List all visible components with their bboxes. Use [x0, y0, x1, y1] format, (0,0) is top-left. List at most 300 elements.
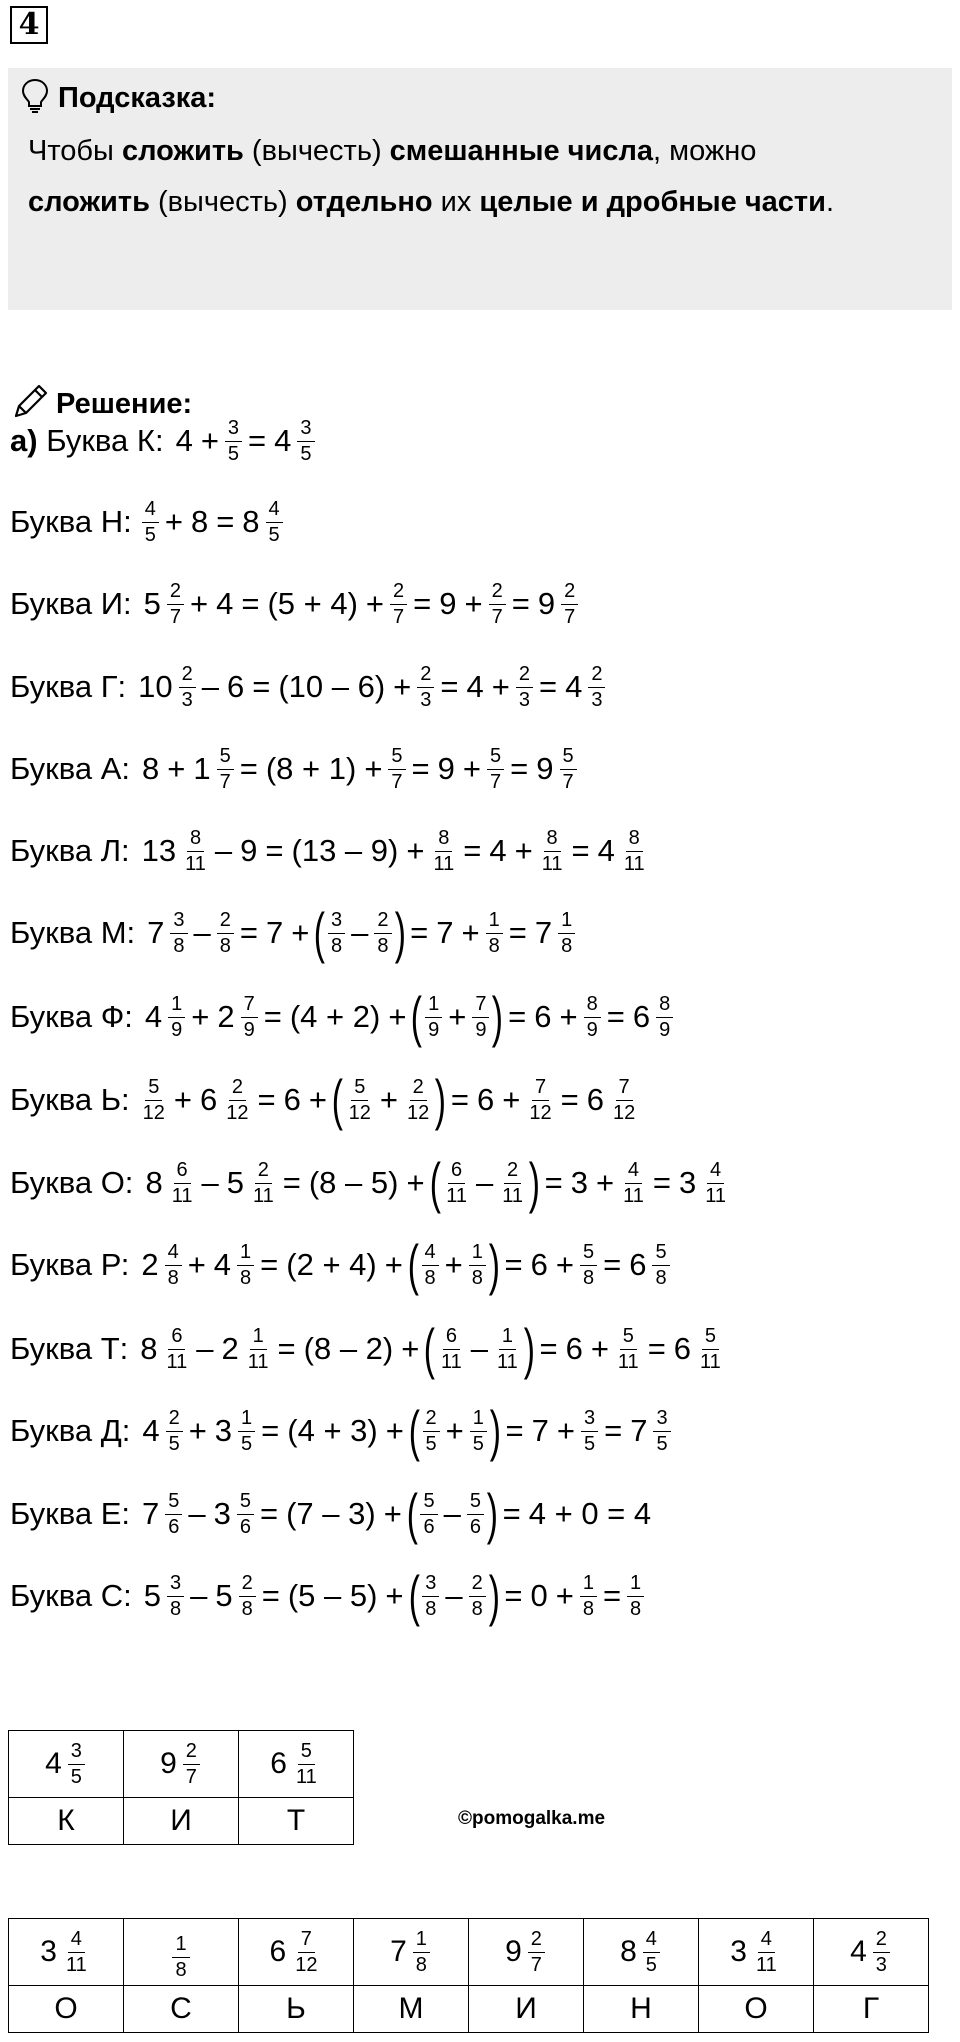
letter-label: Буква Е:	[10, 1496, 130, 1531]
parenthesis: (	[408, 1399, 420, 1462]
expr-token: –	[443, 1496, 461, 1531]
numerator: 4	[643, 1929, 660, 1953]
numerator: 5	[298, 1741, 315, 1765]
expression	[137, 1233, 671, 1296]
row-label	[10, 669, 126, 705]
expr-token: 1	[193, 751, 211, 786]
parenthesis: )	[492, 985, 504, 1048]
mixed-number	[270, 1741, 321, 1788]
fraction	[245, 1326, 272, 1373]
expr-token: 9	[240, 833, 258, 868]
row-label	[10, 1331, 128, 1367]
expr-token: =	[504, 1247, 523, 1282]
table-value-cell	[469, 1919, 584, 1986]
denominator: 5	[168, 1432, 180, 1455]
numerator: 5	[487, 746, 504, 770]
expression	[138, 746, 579, 793]
expr-token: +	[448, 999, 467, 1034]
fraction	[580, 1242, 597, 1289]
expr-token: –	[190, 1578, 208, 1613]
hint-header	[20, 76, 940, 120]
denominator: 11	[623, 1184, 644, 1207]
expr-token: =	[502, 1496, 521, 1531]
row-label	[10, 1413, 130, 1449]
expr-token: =	[252, 669, 271, 704]
expr-token: 7	[534, 915, 553, 950]
expr-token: +	[444, 1247, 463, 1282]
whole-part: 4	[850, 1935, 867, 1968]
expr-token: +	[555, 1578, 574, 1613]
hint-text-part: (вычесть)	[243, 135, 390, 167]
fraction	[182, 828, 209, 875]
expr-token: =	[411, 751, 430, 786]
denominator: 9	[428, 1018, 440, 1041]
expr-token: 4	[213, 1247, 232, 1282]
expression	[138, 1482, 655, 1545]
denominator: 11	[171, 1184, 193, 1207]
table-letter-cell: И	[469, 1986, 584, 2033]
fraction	[413, 1929, 430, 1976]
expr-token: –	[201, 1165, 219, 1200]
hint-line-1	[28, 126, 940, 177]
expr-token: 7	[147, 915, 165, 950]
expr-token: –	[445, 1578, 463, 1613]
numerator: 2	[528, 1929, 545, 1953]
expr-token: =	[560, 1082, 579, 1117]
table-letter-cell: И	[124, 1798, 239, 1845]
parenthesis: (	[406, 1482, 418, 1545]
denominator: 8	[583, 1266, 595, 1289]
expr-token: 4	[597, 833, 615, 868]
denominator: 8	[471, 1266, 483, 1289]
numerator: 1	[627, 1573, 644, 1597]
denominator: 12	[142, 1101, 165, 1124]
fraction	[172, 1934, 189, 1981]
fraction	[610, 1077, 638, 1124]
hint-text	[20, 126, 940, 228]
expr-token: +	[514, 833, 533, 868]
denominator: 11	[433, 852, 455, 875]
numerator: 7	[241, 994, 258, 1018]
fraction	[580, 1573, 597, 1620]
fraction	[652, 1242, 669, 1289]
numerator: 4	[707, 1160, 724, 1184]
table-value-cell	[9, 1731, 124, 1798]
fraction	[487, 746, 504, 793]
fraction	[183, 1741, 200, 1788]
mixed-number	[270, 1929, 323, 1976]
numerator: 5	[467, 1491, 484, 1515]
hint-bold-text: целые и дробные части	[479, 186, 826, 218]
expr-token: +	[445, 1413, 464, 1448]
expr-token: 6	[226, 669, 245, 704]
fraction	[390, 581, 407, 628]
numerator: 2	[217, 910, 234, 934]
expr-token: 5	[215, 1578, 233, 1613]
mixed-number	[730, 1929, 781, 1976]
parenthesis: )	[523, 1317, 535, 1380]
denominator: 6	[239, 1515, 251, 1538]
expr-token: 4	[142, 1413, 160, 1448]
expr-token: 6	[283, 1082, 301, 1117]
numerator: 5	[420, 1491, 437, 1515]
expr-token: +	[291, 915, 310, 950]
fraction	[653, 1408, 670, 1455]
expr-token: 8	[145, 1165, 163, 1200]
numerator: 2	[239, 1573, 256, 1597]
row-label	[10, 1578, 132, 1614]
numerator: 1	[425, 994, 442, 1018]
denominator: 5	[227, 442, 240, 465]
fraction	[266, 499, 283, 546]
denominator: 11	[617, 1350, 639, 1373]
expr-token: +	[384, 1247, 403, 1282]
row-label	[10, 504, 132, 540]
expr-token: +	[502, 1082, 521, 1117]
numerator: 5	[702, 1326, 719, 1350]
expr-token: +	[596, 1165, 615, 1200]
expr-token: –	[351, 915, 369, 950]
expression	[138, 1068, 641, 1131]
denominator: 8	[471, 1597, 483, 1620]
fraction	[169, 1160, 196, 1207]
expr-token: 8	[140, 1331, 158, 1366]
expr-token: 6	[565, 1331, 583, 1366]
numerator: 8	[187, 828, 204, 852]
mixed-number	[850, 1929, 892, 1976]
fraction	[469, 1573, 486, 1620]
mixed-number	[40, 1929, 91, 1976]
expr-token: +	[559, 999, 578, 1034]
numerator: 3	[68, 1741, 85, 1765]
expr-token: =	[216, 504, 235, 539]
equation-row	[10, 569, 580, 639]
table-letter-cell: М	[354, 1986, 469, 2033]
row-label	[10, 423, 164, 459]
denominator: 7	[185, 1765, 197, 1788]
mixed-number	[390, 1929, 432, 1976]
numerator: 2	[179, 664, 196, 688]
numerator: 1	[469, 1242, 486, 1266]
fraction	[621, 828, 648, 875]
denominator: 12	[295, 1953, 318, 1976]
denominator: 6	[423, 1515, 435, 1538]
whole-part: 3	[40, 1935, 57, 1968]
expr-token: =	[652, 1165, 671, 1200]
numerator: 3	[225, 418, 242, 442]
fraction	[63, 1929, 90, 1976]
numerator: 2	[410, 1077, 427, 1101]
numerator: 8	[544, 828, 561, 852]
expr-token: +	[308, 1082, 327, 1117]
fraction	[697, 1326, 724, 1373]
numerator: 1	[237, 1242, 254, 1266]
table-value-cell	[814, 1919, 929, 1986]
table-letter-cell: Н	[584, 1986, 699, 2033]
numerator: 8	[584, 994, 601, 1018]
denominator: 5	[268, 523, 280, 546]
numerator: 2	[469, 1573, 486, 1597]
fraction	[423, 1408, 440, 1455]
expr-token: 10	[138, 669, 173, 704]
fraction	[702, 1160, 729, 1207]
letter-label: Буква К:	[37, 423, 164, 458]
fraction	[293, 1741, 320, 1788]
denominator: 3	[420, 688, 432, 711]
numerator: 2	[166, 1408, 183, 1432]
fraction	[346, 1077, 374, 1124]
row-label	[10, 833, 130, 869]
fraction	[494, 1326, 521, 1373]
numerator: 6	[448, 1160, 465, 1184]
expr-token: 6	[534, 999, 552, 1034]
expr-token: (13 – 9)	[291, 833, 399, 868]
expr-token: 8	[190, 504, 209, 539]
row-label	[10, 1082, 130, 1118]
numerator: 2	[516, 664, 533, 688]
denominator: 5	[70, 1765, 82, 1788]
expr-token: +	[187, 1247, 206, 1282]
expr-token: +	[385, 1578, 404, 1613]
fraction	[489, 581, 506, 628]
table-value-cell	[124, 1919, 239, 1986]
letter-label: Буква И:	[10, 586, 132, 621]
lightbulb-icon	[20, 78, 50, 119]
fraction	[166, 1408, 183, 1455]
equation-row	[10, 898, 577, 968]
expr-token: +	[464, 586, 483, 621]
expression	[140, 581, 581, 628]
whole-part: 9	[505, 1935, 522, 1968]
expr-token: 4	[216, 586, 234, 621]
expr-token: =	[239, 751, 258, 786]
expr-token: 2	[141, 1247, 159, 1282]
table-value-cell	[239, 1731, 354, 1798]
denominator: 11	[541, 852, 563, 875]
parenthesis: )	[489, 1399, 501, 1462]
expr-token: +	[383, 1496, 402, 1531]
table-value-cell	[584, 1919, 699, 1986]
expr-token: 2	[217, 999, 235, 1034]
fraction	[250, 1160, 277, 1207]
expression	[134, 664, 607, 711]
whole-part: 6	[270, 1747, 287, 1780]
expr-token: =	[505, 1413, 524, 1448]
problem-number: 4	[10, 6, 48, 44]
denominator: 11	[502, 1184, 523, 1207]
expr-token: 4 + 0 = 4	[528, 1496, 652, 1531]
denominator: 8	[630, 1597, 642, 1620]
numerator: 1	[470, 1408, 487, 1432]
expr-token: =	[508, 915, 527, 950]
fraction	[422, 1242, 439, 1289]
expr-token: 8	[242, 504, 260, 539]
numerator: 7	[616, 1077, 633, 1101]
fraction	[558, 910, 575, 957]
numerator: 3	[581, 1408, 598, 1432]
denominator: 7	[393, 605, 405, 628]
numerator: 2	[504, 1160, 521, 1184]
expr-token: (8 – 5)	[308, 1165, 399, 1200]
expr-token: (8 + 1)	[265, 751, 357, 786]
expr-token: (8 – 2)	[303, 1331, 394, 1366]
parenthesis: )	[528, 1151, 540, 1214]
expr-token: +	[462, 751, 482, 786]
expr-token: 3	[678, 1165, 697, 1200]
table-letter-cell: Г	[814, 1986, 929, 2033]
numerator: 5	[217, 746, 234, 770]
letter-label: Буква Ф:	[10, 999, 133, 1034]
denominator: 8	[331, 934, 343, 957]
expr-token: +	[555, 1247, 574, 1282]
fraction	[656, 994, 673, 1041]
expr-token: 6	[673, 1331, 692, 1366]
fraction	[615, 1326, 642, 1373]
numerator: 5	[620, 1326, 637, 1350]
denominator: 5	[584, 1432, 596, 1455]
expr-token: 6	[477, 1082, 495, 1117]
fraction	[417, 664, 434, 711]
fraction	[516, 664, 533, 711]
part-marker: а)	[10, 423, 38, 458]
numerator: 1	[238, 1408, 255, 1432]
table-value-cell	[354, 1919, 469, 1986]
denominator: 8	[655, 1266, 667, 1289]
numerator: 6	[168, 1326, 185, 1350]
fraction	[217, 746, 234, 793]
expr-token: +	[189, 586, 209, 621]
denominator: 11	[166, 1350, 188, 1373]
expression	[138, 828, 650, 875]
expr-token: –	[188, 1496, 206, 1531]
numerator: 5	[580, 1242, 597, 1266]
denominator: 8	[169, 1597, 182, 1620]
table-letter-cell: О	[699, 1986, 814, 2033]
fraction	[588, 664, 605, 711]
numerator: 3	[297, 418, 314, 442]
fraction	[539, 828, 566, 875]
expr-token: =	[544, 1165, 563, 1200]
expression	[136, 1317, 726, 1380]
expression	[140, 499, 285, 546]
denominator: 11	[705, 1184, 726, 1207]
letter-label: Буква О:	[10, 1165, 134, 1200]
fraction	[388, 746, 405, 793]
table-letter-cell: Ь	[239, 1986, 354, 2033]
expr-token: –	[201, 669, 219, 704]
fraction	[179, 664, 196, 711]
expression	[172, 418, 317, 465]
fraction	[469, 1242, 486, 1289]
table-letter-cell: О	[9, 1986, 124, 2033]
equation-row	[10, 1314, 726, 1384]
fraction	[443, 1160, 470, 1207]
table-letter-cell: С	[124, 1986, 239, 2033]
denominator: 8	[582, 1597, 594, 1620]
answer-table-2	[8, 1918, 929, 2033]
hint-text-part: .	[825, 186, 835, 218]
whole-part: 6	[269, 1935, 287, 1968]
expr-token: 3	[570, 1165, 588, 1200]
numerator: 2	[255, 1160, 272, 1184]
expr-token: =	[265, 833, 284, 868]
expr-token: –	[470, 1331, 489, 1366]
denominator: 3	[875, 1953, 887, 1976]
fraction	[140, 1077, 168, 1124]
denominator: 7	[490, 770, 502, 793]
expr-token: 13	[141, 833, 177, 868]
numerator: 4	[266, 499, 283, 523]
expr-token: =	[504, 1578, 523, 1613]
expr-token: =	[260, 1247, 279, 1282]
whole-part: 3	[730, 1935, 747, 1968]
denominator: 8	[377, 934, 389, 957]
expr-token: +	[406, 833, 425, 868]
denominator: 12	[407, 1101, 430, 1124]
expr-token: +	[401, 1331, 420, 1366]
table-value-cell	[239, 1919, 354, 1986]
fraction	[422, 1573, 439, 1620]
numerator: 4	[165, 1242, 182, 1266]
expr-token: 6	[629, 1247, 647, 1282]
letter-label: Буква Л:	[10, 833, 130, 868]
expr-token: =	[647, 1331, 666, 1366]
fraction	[297, 418, 314, 465]
letter-label: Буква Ь:	[10, 1082, 130, 1117]
expr-token: =	[539, 1331, 558, 1366]
row-label	[10, 915, 135, 951]
numerator: 3	[422, 1573, 439, 1597]
fraction	[241, 994, 258, 1041]
expr-token: =	[239, 915, 258, 950]
denominator: 8	[488, 934, 500, 957]
fraction	[237, 1491, 254, 1538]
numerator: 5	[237, 1491, 254, 1515]
denominator: 12	[348, 1101, 371, 1124]
fraction	[167, 581, 184, 628]
expr-token: =	[463, 833, 482, 868]
numerator: 2	[423, 1408, 440, 1432]
row-label	[10, 586, 132, 622]
letter-label: Буква Г:	[10, 669, 127, 704]
expr-token: +	[491, 669, 510, 704]
row-label	[10, 751, 130, 787]
copyright: ©pomogalka.me	[458, 1808, 606, 1829]
numerator: 3	[653, 1408, 670, 1432]
fraction	[425, 994, 442, 1041]
fraction	[225, 418, 242, 465]
expr-token: =	[440, 669, 459, 704]
expr-token: =	[241, 586, 260, 621]
expr-token: +	[164, 504, 183, 539]
numerator: 3	[167, 1573, 184, 1597]
parenthesis: (	[314, 901, 326, 964]
expression	[140, 1564, 646, 1627]
equation-row	[10, 1561, 646, 1631]
denominator: 5	[472, 1432, 484, 1455]
expr-token: 0	[530, 1578, 548, 1613]
denominator: 11	[252, 1184, 274, 1207]
fraction	[420, 1491, 437, 1538]
denominator: 6	[469, 1515, 481, 1538]
expr-token: +	[191, 999, 210, 1034]
denominator: 9	[586, 1018, 598, 1041]
equation-row	[10, 816, 650, 886]
expr-token: 7	[531, 1413, 549, 1448]
fraction	[165, 1242, 182, 1289]
expr-token: =	[604, 1413, 623, 1448]
hint-bold-text: смешанные числа	[389, 135, 654, 167]
